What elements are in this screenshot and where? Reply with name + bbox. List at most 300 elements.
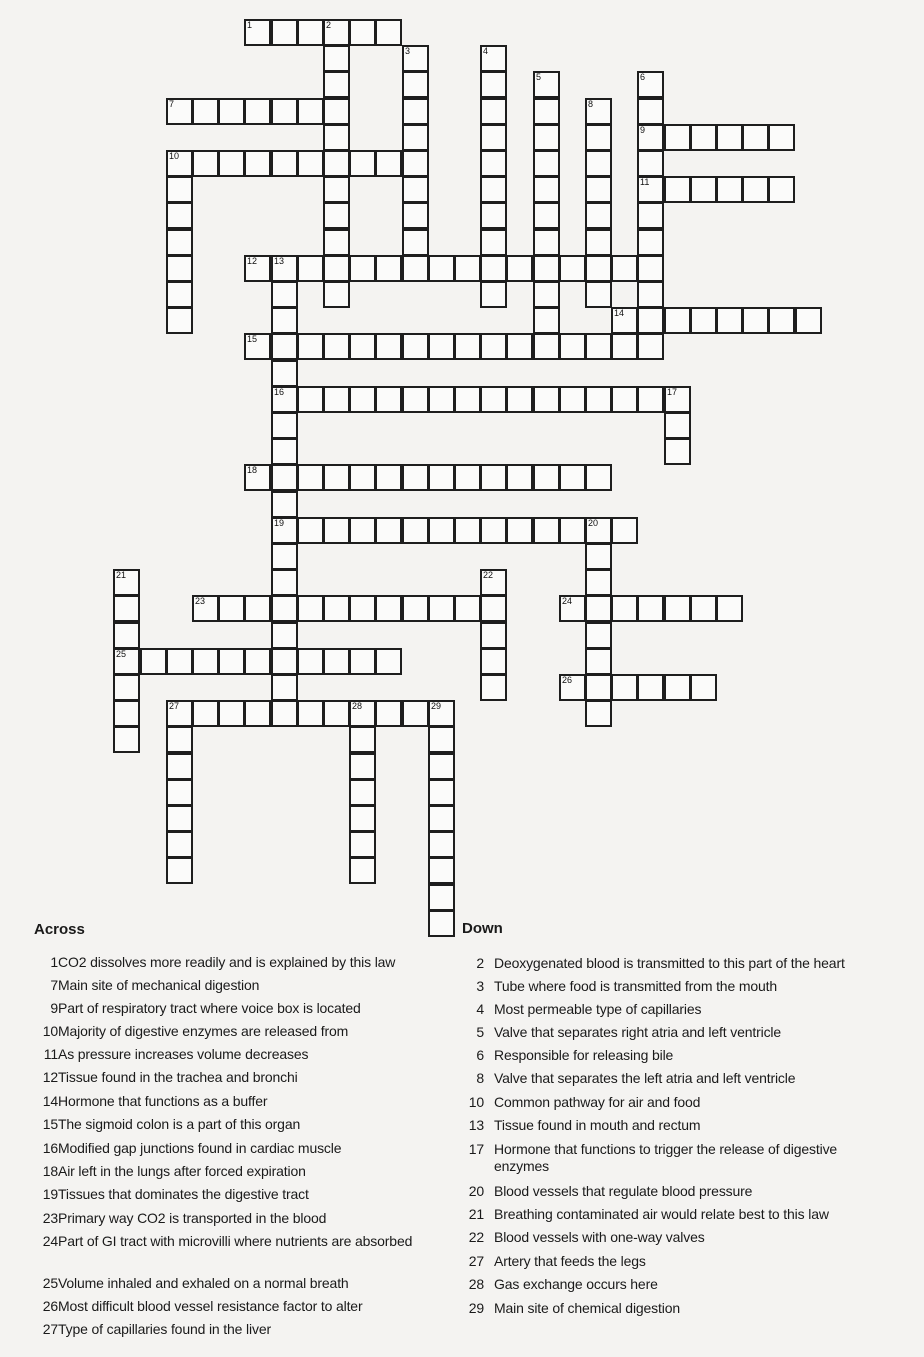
- grid-cell[interactable]: [113, 595, 140, 622]
- grid-cell[interactable]: [742, 176, 769, 203]
- grid-cell[interactable]: [428, 857, 455, 884]
- down-clue: 8 Valve that separates the left atria and left ventricle: [476, 1070, 796, 1086]
- grid-cell[interactable]: [349, 333, 376, 360]
- grid-cell[interactable]: [690, 674, 717, 701]
- grid-cell[interactable]: [454, 255, 481, 282]
- clue-number: 14: [614, 308, 625, 318]
- grid-cell[interactable]: [166, 255, 193, 282]
- down-clue: 2 Deoxygenated blood is transmitted to this part of the heart: [476, 955, 845, 971]
- grid-cell[interactable]: [533, 464, 560, 491]
- down-heading: Down: [462, 920, 503, 937]
- grid-cell[interactable]: [349, 517, 376, 544]
- grid-cell[interactable]: [428, 464, 455, 491]
- grid-cell[interactable]: [271, 491, 298, 518]
- grid-cell[interactable]: [271, 700, 298, 727]
- grid-cell[interactable]: [637, 124, 664, 151]
- grid-cell[interactable]: [585, 281, 612, 308]
- grid-cell[interactable]: [271, 622, 298, 649]
- grid-cell[interactable]: [402, 202, 429, 229]
- grid-cell[interactable]: [323, 464, 350, 491]
- grid-cell[interactable]: [533, 281, 560, 308]
- grid-cell[interactable]: [402, 464, 429, 491]
- grid-cell[interactable]: [402, 229, 429, 256]
- across-heading: Across: [34, 921, 85, 938]
- grid-cell[interactable]: [375, 386, 402, 413]
- grid-cell[interactable]: [375, 700, 402, 727]
- grid-cell[interactable]: [113, 674, 140, 701]
- grid-cell[interactable]: [664, 176, 691, 203]
- grid-cell[interactable]: [585, 648, 612, 675]
- grid-cell[interactable]: [480, 202, 507, 229]
- across-clue: 24 Part of GI tract with microvilli where nutrients are absorbed: [42, 1233, 413, 1249]
- grid-cell[interactable]: [297, 255, 324, 282]
- grid-cell[interactable]: [637, 229, 664, 256]
- grid-cell[interactable]: [375, 255, 402, 282]
- grid-cell[interactable]: [349, 19, 376, 46]
- across-clue: 14 Hormone that functions as a buffer: [42, 1093, 268, 1109]
- grid-cell[interactable]: [585, 202, 612, 229]
- grid-cell[interactable]: [637, 71, 664, 98]
- grid-cell[interactable]: [349, 753, 376, 780]
- across-clue: 7 Main site of mechanical digestion: [50, 977, 260, 993]
- grid-cell[interactable]: [166, 150, 193, 177]
- grid-cell[interactable]: [559, 674, 586, 701]
- grid-cell[interactable]: [664, 438, 691, 465]
- clue-number: 9: [640, 125, 646, 135]
- grid-cell[interactable]: [349, 779, 376, 806]
- grid-cell[interactable]: [166, 779, 193, 806]
- grid-cell[interactable]: [218, 700, 245, 727]
- grid-cell[interactable]: [585, 176, 612, 203]
- grid-cell[interactable]: [716, 176, 743, 203]
- clue-number: 16: [274, 387, 285, 397]
- grid-cell[interactable]: [271, 438, 298, 465]
- grid-cell[interactable]: [297, 648, 324, 675]
- grid-cell[interactable]: [637, 386, 664, 413]
- grid-cell[interactable]: [244, 98, 271, 125]
- grid-cell[interactable]: [480, 386, 507, 413]
- grid-cell[interactable]: [637, 333, 664, 360]
- grid-cell[interactable]: [428, 831, 455, 858]
- grid-cell[interactable]: [402, 45, 429, 72]
- grid-cell[interactable]: [402, 333, 429, 360]
- grid-cell[interactable]: [166, 176, 193, 203]
- grid-cell[interactable]: [585, 674, 612, 701]
- across-clue: 9 Part of respiratory tract where voice box is located: [50, 1000, 361, 1016]
- grid-cell[interactable]: [271, 307, 298, 334]
- grid-cell[interactable]: [533, 124, 560, 151]
- grid-cell[interactable]: [716, 124, 743, 151]
- grid-cell[interactable]: [428, 726, 455, 753]
- clue-number: 13: [274, 256, 285, 266]
- grid-cell[interactable]: [349, 805, 376, 832]
- grid-cell[interactable]: [349, 150, 376, 177]
- grid-cell[interactable]: [637, 98, 664, 125]
- grid-cell[interactable]: [271, 648, 298, 675]
- grid-cell[interactable]: [428, 255, 455, 282]
- grid-cell[interactable]: [166, 307, 193, 334]
- down-clue: 10 Common pathway for air and food: [468, 1094, 701, 1110]
- grid-cell[interactable]: [480, 98, 507, 125]
- grid-cell[interactable]: [506, 255, 533, 282]
- grid-cell[interactable]: [742, 124, 769, 151]
- grid-cell[interactable]: [271, 255, 298, 282]
- grid-cell[interactable]: [480, 464, 507, 491]
- grid-cell[interactable]: [375, 595, 402, 622]
- grid-cell[interactable]: [768, 307, 795, 334]
- grid-cell[interactable]: [480, 45, 507, 72]
- grid-cell[interactable]: [271, 569, 298, 596]
- grid-cell[interactable]: [480, 255, 507, 282]
- grid-cell[interactable]: [402, 98, 429, 125]
- grid-cell[interactable]: [428, 333, 455, 360]
- grid-cell[interactable]: [611, 674, 638, 701]
- grid-cell[interactable]: [349, 726, 376, 753]
- grid-cell[interactable]: [402, 71, 429, 98]
- grid-cell[interactable]: [375, 150, 402, 177]
- grid-cell[interactable]: [402, 255, 429, 282]
- grid-cell[interactable]: [533, 98, 560, 125]
- grid-cell[interactable]: [192, 595, 219, 622]
- grid-cell[interactable]: [271, 543, 298, 570]
- grid-cell[interactable]: [637, 150, 664, 177]
- grid-cell[interactable]: [768, 124, 795, 151]
- grid-cell[interactable]: [218, 595, 245, 622]
- grid-cell[interactable]: [218, 150, 245, 177]
- grid-cell[interactable]: [323, 176, 350, 203]
- grid-cell[interactable]: [637, 674, 664, 701]
- clue-number: 26: [562, 675, 573, 685]
- grid-cell[interactable]: [585, 517, 612, 544]
- grid-cell[interactable]: [323, 45, 350, 72]
- grid-cell[interactable]: [428, 753, 455, 780]
- clue-number: 7: [169, 99, 175, 109]
- grid-cell[interactable]: [585, 622, 612, 649]
- across-clue: 19 Tissues that dominates the digestive tract: [42, 1186, 309, 1202]
- grid-cell[interactable]: [166, 648, 193, 675]
- grid-cell[interactable]: [323, 98, 350, 125]
- grid-cell[interactable]: [323, 19, 350, 46]
- grid-cell[interactable]: [113, 569, 140, 596]
- down-clue: 22 Blood vessels with one-way valves: [468, 1229, 705, 1245]
- grid-cell[interactable]: [323, 255, 350, 282]
- grid-cell[interactable]: [297, 333, 324, 360]
- clue-number: 10: [169, 151, 180, 161]
- grid-cell[interactable]: [637, 281, 664, 308]
- grid-cell[interactable]: [585, 255, 612, 282]
- grid-cell[interactable]: [244, 700, 271, 727]
- grid-cell[interactable]: [454, 333, 481, 360]
- grid-cell[interactable]: [585, 700, 612, 727]
- grid-cell[interactable]: [271, 281, 298, 308]
- grid-cell[interactable]: [323, 648, 350, 675]
- grid-cell[interactable]: [244, 333, 271, 360]
- grid-cell[interactable]: [428, 517, 455, 544]
- grid-cell[interactable]: [585, 569, 612, 596]
- grid-cell[interactable]: [690, 595, 717, 622]
- down-clue: 4 Most permeable type of capillaries: [476, 1001, 702, 1017]
- grid-cell[interactable]: [244, 595, 271, 622]
- grid-cell[interactable]: [271, 517, 298, 544]
- grid-cell[interactable]: [611, 386, 638, 413]
- clue-number: 5: [536, 72, 542, 82]
- grid-cell[interactable]: [166, 726, 193, 753]
- grid-cell[interactable]: [585, 124, 612, 151]
- grid-cell[interactable]: [664, 307, 691, 334]
- grid-cell[interactable]: [480, 569, 507, 596]
- clue-number: 17: [667, 387, 678, 397]
- grid-cell[interactable]: [297, 700, 324, 727]
- grid-cell[interactable]: [192, 150, 219, 177]
- grid-cell[interactable]: [637, 255, 664, 282]
- grid-cell[interactable]: [323, 71, 350, 98]
- grid-cell[interactable]: [297, 98, 324, 125]
- grid-cell[interactable]: [166, 753, 193, 780]
- grid-cell[interactable]: [428, 779, 455, 806]
- grid-cell[interactable]: [506, 517, 533, 544]
- grid-cell[interactable]: [375, 333, 402, 360]
- grid-cell[interactable]: [166, 229, 193, 256]
- grid-cell[interactable]: [506, 333, 533, 360]
- grid-cell[interactable]: [533, 255, 560, 282]
- grid-cell[interactable]: [166, 831, 193, 858]
- grid-cell[interactable]: [297, 517, 324, 544]
- grid-cell[interactable]: [349, 831, 376, 858]
- grid-cell[interactable]: [271, 595, 298, 622]
- grid-cell[interactable]: [297, 464, 324, 491]
- grid-cell[interactable]: [192, 98, 219, 125]
- grid-cell[interactable]: [402, 150, 429, 177]
- grid-cell[interactable]: [559, 333, 586, 360]
- grid-cell[interactable]: [559, 517, 586, 544]
- grid-cell[interactable]: [297, 19, 324, 46]
- grid-cell[interactable]: [402, 700, 429, 727]
- across-clue: 12 Tissue found in the trachea and bronchi: [42, 1069, 298, 1085]
- grid-cell[interactable]: [585, 464, 612, 491]
- grid-cell[interactable]: [113, 648, 140, 675]
- grid-cell[interactable]: [637, 595, 664, 622]
- grid-cell[interactable]: [454, 386, 481, 413]
- grid-cell[interactable]: [533, 71, 560, 98]
- grid-cell[interactable]: [428, 910, 455, 937]
- grid-cell[interactable]: [323, 386, 350, 413]
- grid-cell[interactable]: [428, 386, 455, 413]
- grid-cell[interactable]: [271, 464, 298, 491]
- grid-cell[interactable]: [585, 333, 612, 360]
- grid-cell[interactable]: [533, 333, 560, 360]
- grid-cell[interactable]: [402, 386, 429, 413]
- grid-cell[interactable]: [480, 176, 507, 203]
- grid-cell[interactable]: [664, 674, 691, 701]
- across-clue: 15 The sigmoid colon is a part of this organ: [42, 1116, 301, 1132]
- grid-cell[interactable]: [533, 202, 560, 229]
- grid-cell[interactable]: [454, 595, 481, 622]
- grid-cell[interactable]: [585, 386, 612, 413]
- grid-cell[interactable]: [480, 229, 507, 256]
- grid-cell[interactable]: [271, 98, 298, 125]
- grid-cell[interactable]: [349, 857, 376, 884]
- grid-cell[interactable]: [166, 857, 193, 884]
- grid-cell[interactable]: [664, 595, 691, 622]
- clue-number: 20: [588, 518, 599, 528]
- grid-cell[interactable]: [349, 464, 376, 491]
- grid-cell[interactable]: [585, 595, 612, 622]
- grid-cell[interactable]: [271, 150, 298, 177]
- grid-cell[interactable]: [192, 700, 219, 727]
- grid-cell[interactable]: [690, 307, 717, 334]
- grid-cell[interactable]: [323, 595, 350, 622]
- grid-cell[interactable]: [244, 255, 271, 282]
- grid-cell[interactable]: [428, 884, 455, 911]
- grid-cell[interactable]: [271, 674, 298, 701]
- grid-cell[interactable]: [402, 517, 429, 544]
- clue-number: 8: [588, 99, 594, 109]
- down-clue: 29 Main site of chemical digestion: [468, 1300, 680, 1316]
- grid-cell[interactable]: [637, 202, 664, 229]
- grid-cell[interactable]: [428, 805, 455, 832]
- grid-cell[interactable]: [297, 150, 324, 177]
- grid-cell[interactable]: [611, 517, 638, 544]
- grid-cell[interactable]: [690, 124, 717, 151]
- grid-cell[interactable]: [166, 700, 193, 727]
- grid-cell[interactable]: [533, 176, 560, 203]
- grid-cell[interactable]: [244, 648, 271, 675]
- grid-cell[interactable]: [690, 176, 717, 203]
- grid-cell[interactable]: [533, 307, 560, 334]
- grid-cell[interactable]: [506, 386, 533, 413]
- grid-cell[interactable]: [323, 202, 350, 229]
- grid-cell[interactable]: [664, 386, 691, 413]
- grid-cell[interactable]: [506, 464, 533, 491]
- grid-cell[interactable]: [611, 333, 638, 360]
- grid-cell[interactable]: [585, 229, 612, 256]
- grid-cell[interactable]: [113, 700, 140, 727]
- grid-cell[interactable]: [166, 202, 193, 229]
- grid-cell[interactable]: [323, 229, 350, 256]
- grid-cell[interactable]: [533, 386, 560, 413]
- grid-cell[interactable]: [559, 464, 586, 491]
- clue-number: 2: [326, 20, 332, 30]
- grid-cell[interactable]: [323, 700, 350, 727]
- grid-cell[interactable]: [297, 595, 324, 622]
- grid-cell[interactable]: [402, 124, 429, 151]
- grid-cell[interactable]: [454, 464, 481, 491]
- grid-cell[interactable]: [349, 386, 376, 413]
- grid-cell[interactable]: [140, 648, 167, 675]
- grid-cell[interactable]: [349, 595, 376, 622]
- grid-cell[interactable]: [349, 648, 376, 675]
- grid-cell[interactable]: [480, 622, 507, 649]
- grid-cell[interactable]: [323, 517, 350, 544]
- grid-cell[interactable]: [271, 360, 298, 387]
- grid-cell[interactable]: [271, 19, 298, 46]
- grid-cell[interactable]: [585, 543, 612, 570]
- grid-cell[interactable]: [244, 19, 271, 46]
- grid-cell[interactable]: [742, 307, 769, 334]
- clue-number: 6: [640, 72, 646, 82]
- grid-cell[interactable]: [166, 98, 193, 125]
- grid-cell[interactable]: [271, 333, 298, 360]
- grid-cell[interactable]: [480, 71, 507, 98]
- grid-cell[interactable]: [113, 622, 140, 649]
- grid-cell[interactable]: [559, 386, 586, 413]
- grid-cell[interactable]: [533, 517, 560, 544]
- across-clue: 26 Most difficult blood vessel resistance factor to alter: [42, 1298, 363, 1314]
- clue-number: 28: [352, 701, 363, 711]
- grid-cell[interactable]: [480, 517, 507, 544]
- grid-cell[interactable]: [480, 595, 507, 622]
- grid-cell[interactable]: [795, 307, 822, 334]
- grid-cell[interactable]: [297, 386, 324, 413]
- grid-cell[interactable]: [244, 464, 271, 491]
- grid-cell[interactable]: [244, 150, 271, 177]
- grid-cell[interactable]: [559, 595, 586, 622]
- grid-cell[interactable]: [323, 333, 350, 360]
- grid-cell[interactable]: [454, 517, 481, 544]
- grid-cell[interactable]: [768, 176, 795, 203]
- grid-cell[interactable]: [323, 281, 350, 308]
- grid-cell[interactable]: [218, 98, 245, 125]
- grid-cell[interactable]: [480, 124, 507, 151]
- grid-cell[interactable]: [585, 98, 612, 125]
- grid-cell[interactable]: [192, 648, 219, 675]
- grid-cell[interactable]: [349, 255, 376, 282]
- grid-cell[interactable]: [585, 150, 612, 177]
- grid-cell[interactable]: [402, 595, 429, 622]
- grid-cell[interactable]: [349, 700, 376, 727]
- clue-number: 4: [483, 46, 489, 56]
- grid-cell[interactable]: [611, 595, 638, 622]
- grid-cell[interactable]: [375, 464, 402, 491]
- grid-cell[interactable]: [664, 412, 691, 439]
- grid-cell[interactable]: [166, 805, 193, 832]
- grid-cell[interactable]: [533, 150, 560, 177]
- grid-cell[interactable]: [375, 648, 402, 675]
- grid-cell[interactable]: [218, 648, 245, 675]
- across-clue: 27 Type of capillaries found in the liver: [42, 1321, 271, 1337]
- grid-cell[interactable]: [166, 281, 193, 308]
- grid-cell[interactable]: [480, 150, 507, 177]
- grid-cell[interactable]: [664, 124, 691, 151]
- grid-cell[interactable]: [559, 255, 586, 282]
- grid-cell[interactable]: [533, 229, 560, 256]
- grid-cell[interactable]: [611, 307, 638, 334]
- grid-cell[interactable]: [716, 307, 743, 334]
- grid-cell[interactable]: [323, 124, 350, 151]
- grid-cell[interactable]: [323, 150, 350, 177]
- grid-cell[interactable]: [637, 307, 664, 334]
- grid-cell[interactable]: [480, 648, 507, 675]
- grid-cell[interactable]: [428, 700, 455, 727]
- grid-cell[interactable]: [716, 595, 743, 622]
- grid-cell[interactable]: [637, 176, 664, 203]
- across-clue: 18 Air left in the lungs after forced expiration: [42, 1163, 306, 1179]
- down-clue: 27 Artery that feeds the legs: [468, 1253, 646, 1269]
- down-clue: 17 Hormone that functions to trigger the release of digestive enzymes: [468, 1141, 838, 1174]
- grid-cell[interactable]: [271, 412, 298, 439]
- grid-cell[interactable]: [375, 517, 402, 544]
- grid-cell[interactable]: [402, 176, 429, 203]
- grid-cell[interactable]: [611, 255, 638, 282]
- down-clue: 21 Breathing contaminated air would relate best to this law: [468, 1206, 829, 1222]
- grid-cell[interactable]: [113, 726, 140, 753]
- grid-cell[interactable]: [480, 281, 507, 308]
- grid-cell[interactable]: [428, 595, 455, 622]
- grid-cell[interactable]: [271, 386, 298, 413]
- grid-cell[interactable]: [480, 333, 507, 360]
- grid-cell[interactable]: [375, 19, 402, 46]
- grid-cell[interactable]: [480, 674, 507, 701]
